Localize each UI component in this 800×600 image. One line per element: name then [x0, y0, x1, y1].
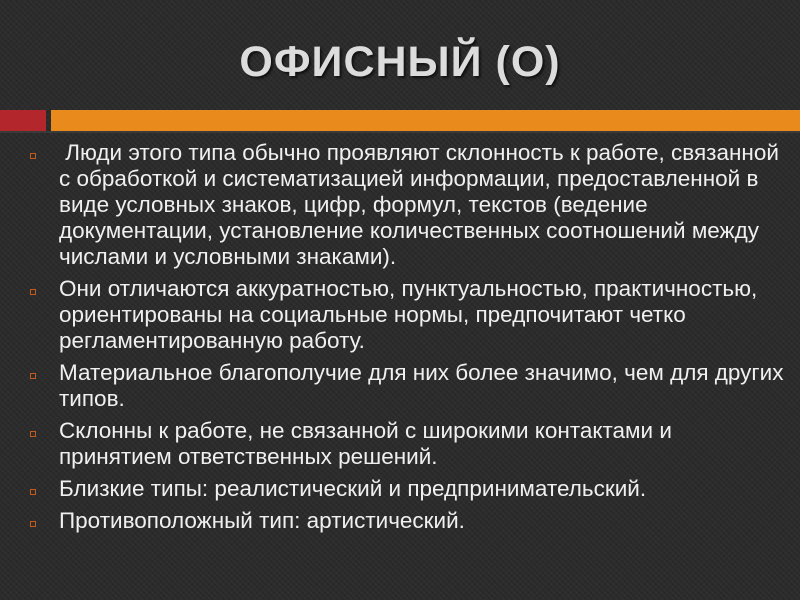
bullet-text: Близкие типы: реалистический и предпринимательский.: [59, 476, 647, 501]
accent-bar-red: [0, 110, 46, 131]
bullet-item: [28, 276, 788, 354]
square-bullet-icon: [30, 431, 36, 437]
bullet-text: Противоположный тип: артистический.: [59, 508, 465, 533]
bullet-text: Люди этого типа обычно проявляют склонность к работе, связанной с обработкой и систематизацией информации, предоставленной в виде условных знаков, цифр, формул, текстов (ведение документации, установление количественных соотношений между числами и условными знаками).: [59, 140, 786, 269]
bullet-text: Материальное благополучие для них более значимо, чем для других типов.: [59, 360, 784, 411]
slide-title: ОФИСНЫЙ (О): [239, 38, 561, 86]
accent-bar-orange: [51, 110, 800, 131]
accent-divider: [0, 131, 800, 133]
bullet-text: Склонны к работе, не связанной с широкими контактами и принятием ответственных решений.: [59, 418, 672, 469]
square-bullet-icon: [30, 153, 36, 159]
square-bullet-icon: [30, 521, 36, 527]
bullet-item: [28, 508, 788, 534]
bullet-text: Они отличаются аккуратностью, пунктуальностью, практичностью, ориентированы на социальные нормы, предпочитают четко регламентированную работу.: [59, 276, 758, 353]
square-bullet-icon: [30, 373, 36, 379]
bullet-list: [28, 140, 788, 540]
square-bullet-icon: [30, 289, 36, 295]
bullet-item: [28, 418, 788, 470]
bullet-item: [28, 360, 788, 412]
bullet-item: [28, 140, 788, 270]
square-bullet-icon: [30, 489, 36, 495]
bullet-item: [28, 476, 788, 502]
